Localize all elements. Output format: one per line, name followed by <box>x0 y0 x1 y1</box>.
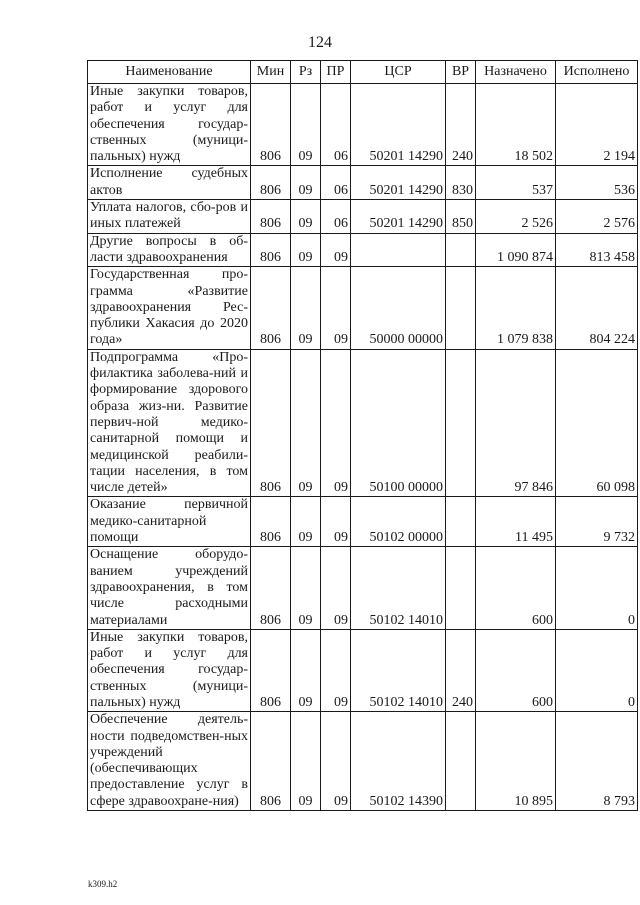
header-assigned: Назначено <box>476 61 556 84</box>
cell-name: Иные закупки товаров, работ и услуг для обеспечения государ-ственных (муници-пальных) нужд <box>88 84 251 166</box>
cell-vr <box>446 712 476 811</box>
cell-vr <box>446 497 476 547</box>
header-pr: ПР <box>321 61 351 84</box>
cell-name: Подпрограмма «Про-филактика заболева-ний и формирование здорового образа жиз-ни. Развитие первич-ной медико-санитарной помощи и медицинской реабили-тации населения, в том числе детей» <box>88 349 251 497</box>
cell-name: Уплата налогов, сбо-ров и иных платежей <box>88 200 251 234</box>
cell-csr: 50201 14290 <box>351 166 446 200</box>
header-rz: Рз <box>291 61 321 84</box>
cell-csr: 50102 00000 <box>351 497 446 547</box>
cell-csr: 50100 00000 <box>351 349 446 497</box>
cell-csr: 50000 00000 <box>351 267 446 349</box>
cell-assigned: 1 090 874 <box>476 233 556 267</box>
cell-name: Другие вопросы в об-ласти здравоохранения <box>88 233 251 267</box>
header-executed: Исполнено <box>556 61 638 84</box>
cell-pr: 09 <box>321 629 351 711</box>
cell-rz: 09 <box>291 84 321 166</box>
table-body <box>88 84 638 811</box>
cell-assigned: 600 <box>476 547 556 629</box>
table-row <box>88 712 638 811</box>
cell-vr: 850 <box>446 200 476 234</box>
cell-csr: 50201 14290 <box>351 200 446 234</box>
cell-assigned: 600 <box>476 629 556 711</box>
table-header-row <box>88 61 638 84</box>
header-csr: ЦСР <box>351 61 446 84</box>
cell-rz: 09 <box>291 233 321 267</box>
cell-name: Оснащение оборудо-ванием учреждений здравоохранения, в том числе расходными материалами <box>88 547 251 629</box>
cell-executed: 0 <box>556 547 638 629</box>
cell-rz: 09 <box>291 629 321 711</box>
cell-pr: 06 <box>321 166 351 200</box>
header-name: Наименование <box>88 61 251 84</box>
cell-min: 806 <box>251 547 291 629</box>
cell-rz: 09 <box>291 267 321 349</box>
cell-rz: 09 <box>291 497 321 547</box>
cell-min: 806 <box>251 233 291 267</box>
cell-assigned: 18 502 <box>476 84 556 166</box>
cell-assigned: 10 895 <box>476 712 556 811</box>
cell-vr: 240 <box>446 84 476 166</box>
budget-table <box>87 60 638 811</box>
cell-rz: 09 <box>291 712 321 811</box>
cell-name: Обеспечение деятель-ности подведомствен-ных учреждений (обеспечивающих предоставление услуг в сфере здравоохране-ния) <box>88 712 251 811</box>
table-row <box>88 267 638 349</box>
table-row <box>88 349 638 497</box>
cell-min: 806 <box>251 84 291 166</box>
header-min: Мин <box>251 61 291 84</box>
cell-rz: 09 <box>291 200 321 234</box>
cell-name: Государственная про-грамма «Развитие здравоохранения Рес-публики Хакасия до 2020 года» <box>88 267 251 349</box>
cell-assigned: 2 526 <box>476 200 556 234</box>
table-row <box>88 84 638 166</box>
cell-assigned: 97 846 <box>476 349 556 497</box>
cell-executed: 2 576 <box>556 200 638 234</box>
cell-assigned: 1 079 838 <box>476 267 556 349</box>
cell-min: 806 <box>251 497 291 547</box>
cell-pr: 09 <box>321 712 351 811</box>
cell-executed: 2 194 <box>556 84 638 166</box>
cell-executed: 8 793 <box>556 712 638 811</box>
cell-executed: 60 098 <box>556 349 638 497</box>
cell-min: 806 <box>251 712 291 811</box>
cell-executed: 813 458 <box>556 233 638 267</box>
cell-rz: 09 <box>291 547 321 629</box>
cell-executed: 804 224 <box>556 267 638 349</box>
cell-pr: 06 <box>321 84 351 166</box>
cell-min: 806 <box>251 349 291 497</box>
cell-assigned: 11 495 <box>476 497 556 547</box>
table-row <box>88 547 638 629</box>
cell-name: Исполнение судебных актов <box>88 166 251 200</box>
cell-vr <box>446 267 476 349</box>
cell-executed: 536 <box>556 166 638 200</box>
cell-executed: 0 <box>556 629 638 711</box>
cell-pr: 09 <box>321 233 351 267</box>
cell-csr: 50102 14010 <box>351 629 446 711</box>
cell-vr <box>446 547 476 629</box>
cell-vr: 830 <box>446 166 476 200</box>
cell-csr: 50102 14010 <box>351 547 446 629</box>
table-row <box>88 629 638 711</box>
page-number: 124 <box>308 34 332 51</box>
cell-rz: 09 <box>291 349 321 497</box>
cell-min: 806 <box>251 629 291 711</box>
cell-min: 806 <box>251 166 291 200</box>
cell-pr: 09 <box>321 497 351 547</box>
header-vr: ВР <box>446 61 476 84</box>
cell-csr <box>351 233 446 267</box>
cell-name: Иные закупки товаров, работ и услуг для обеспечения государ-ственных (муници-пальных) нужд <box>88 629 251 711</box>
cell-rz: 09 <box>291 166 321 200</box>
cell-name: Оказание первичной медико-санитарной помощи <box>88 497 251 547</box>
cell-pr: 09 <box>321 349 351 497</box>
cell-csr: 50102 14390 <box>351 712 446 811</box>
cell-min: 806 <box>251 267 291 349</box>
cell-assigned: 537 <box>476 166 556 200</box>
cell-vr <box>446 349 476 497</box>
cell-executed: 9 732 <box>556 497 638 547</box>
table-row <box>88 233 638 267</box>
cell-vr <box>446 233 476 267</box>
cell-pr: 06 <box>321 200 351 234</box>
cell-csr: 50201 14290 <box>351 84 446 166</box>
table-row <box>88 497 638 547</box>
table-row <box>88 200 638 234</box>
cell-pr: 09 <box>321 267 351 349</box>
cell-vr: 240 <box>446 629 476 711</box>
table-row <box>88 166 638 200</box>
cell-min: 806 <box>251 200 291 234</box>
footer-code: k309.h2 <box>88 879 118 889</box>
cell-pr: 09 <box>321 547 351 629</box>
